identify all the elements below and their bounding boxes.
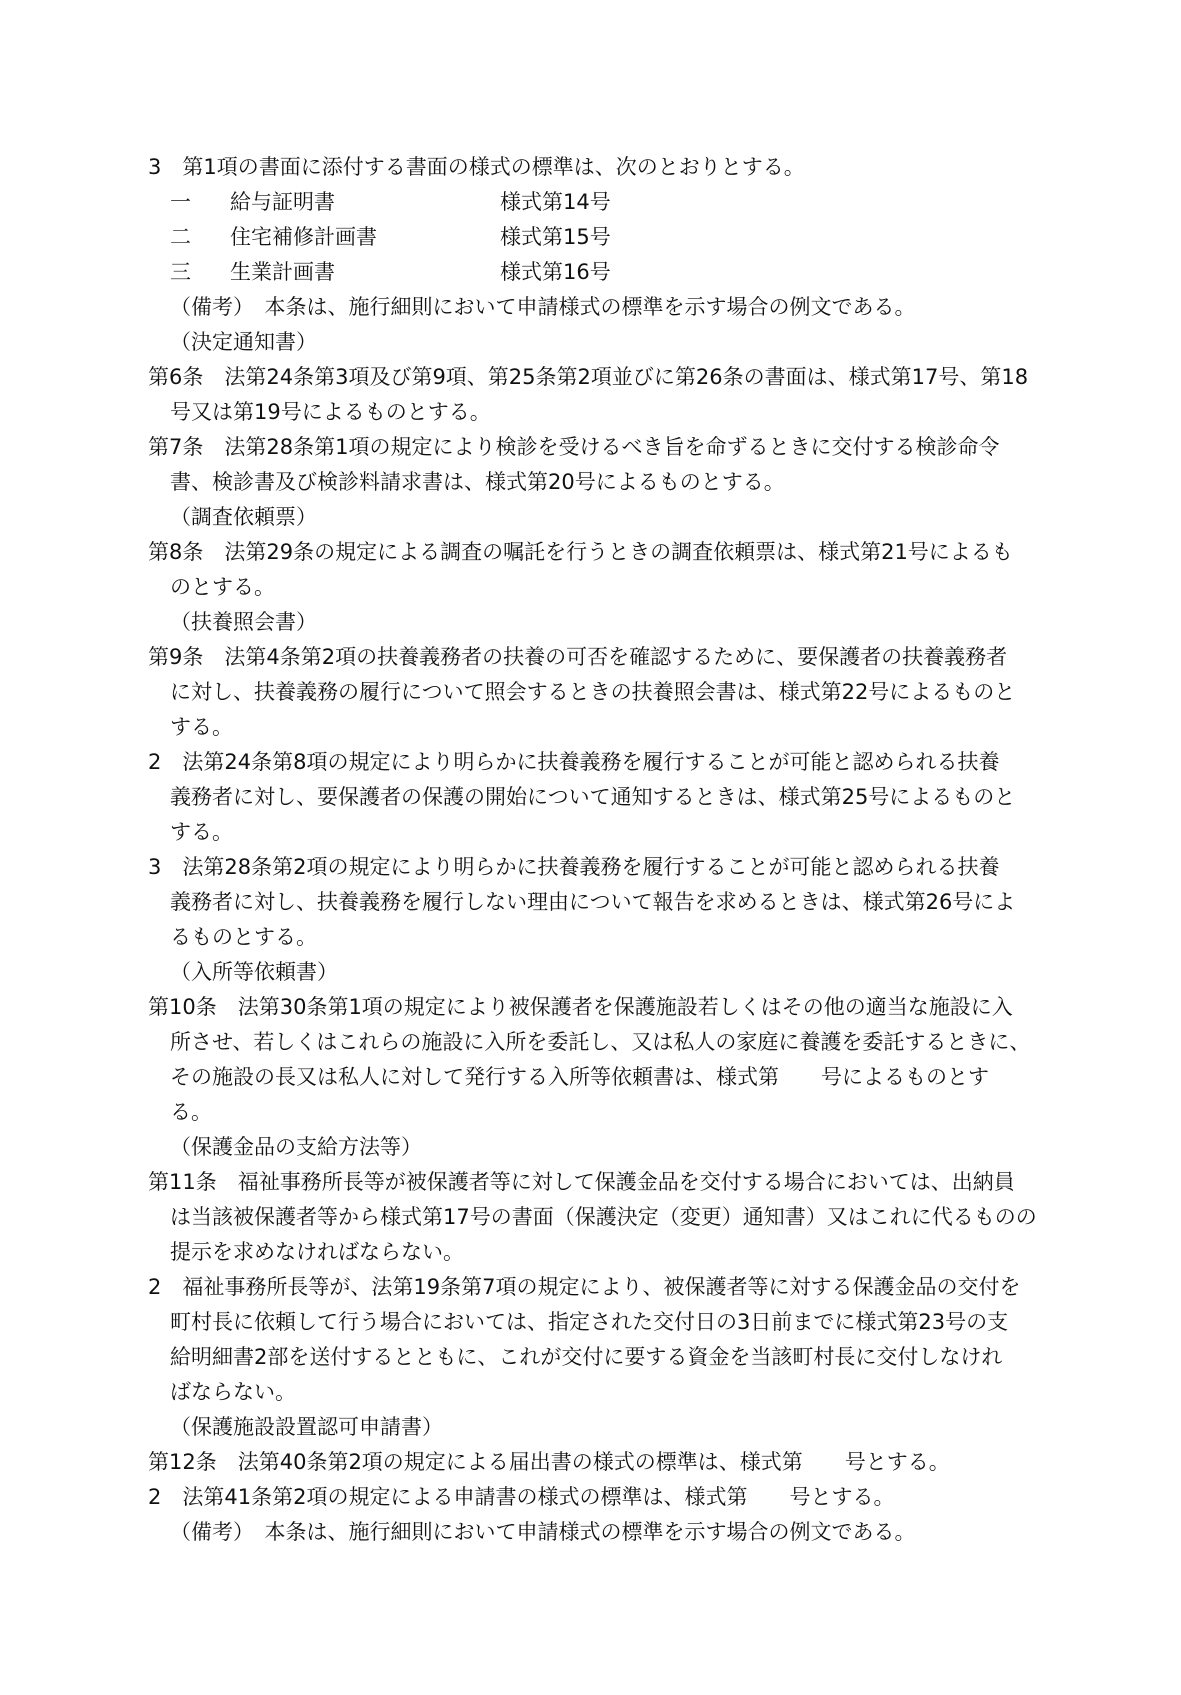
article-11: 第11条 福祉事務所長等が被保護者等に対して保護金品を交付する場合においては、出納員 bbox=[148, 1170, 1015, 1194]
article-9-para-2: 2 法第24条第8項の規定により明らかに扶養義務を履行することが可能と認められる扶養 bbox=[148, 750, 1000, 774]
article-12: 第12条 法第40条第2項の規定による届出書の様式の標準は、様式第 号とする。 bbox=[148, 1450, 950, 1474]
item-form: 様式第14号 bbox=[500, 190, 611, 214]
list-item bbox=[170, 185, 1181, 220]
article-7-cont: 書、検診書及び検診料請求書は、様式第20号によるものとする。 bbox=[170, 470, 785, 494]
article-9-para-3: 3 法第28条第2項の規定により明らかに扶養義務を履行することが可能と認められる扶養 bbox=[148, 855, 1000, 879]
article-6-cont: 号又は第19号によるものとする。 bbox=[170, 400, 491, 424]
item-name: 給与証明書 bbox=[230, 190, 335, 214]
article-10-cont: その施設の長又は私人に対して発行する入所等依頼書は、様式第 号によるものとす bbox=[170, 1065, 989, 1089]
list-item bbox=[170, 220, 1181, 255]
paragraph-3-attachments: 3 第1項の書面に添付する書面の様式の標準は、次のとおりとする。 bbox=[148, 155, 805, 179]
article-11-cont: は当該被保護者等から様式第17号の書面（保護決定（変更）通知書）又はこれに代るものの bbox=[170, 1205, 1037, 1229]
article-11-para-2-cont: 給明細書2部を送付するとともに、これが交付に要する資金を当該町村長に交付しなけれ bbox=[170, 1345, 1003, 1369]
article-9-para-3-cont: るものとする。 bbox=[170, 925, 317, 949]
item-name: 生業計画書 bbox=[230, 260, 335, 284]
article-9: 第9条 法第4条第2項の扶養義務者の扶養の可否を確認するために、要保護者の扶養義務者 bbox=[148, 645, 1008, 669]
article-9-cont: する。 bbox=[170, 715, 233, 739]
article-11-para-2: 2 福祉事務所長等が、法第19条第7項の規定により、被保護者等に対する保護金品の交付を bbox=[148, 1275, 1021, 1299]
article-11-para-2-cont: 町村長に依頼して行う場合においては、指定された交付日の3日前までに様式第23号の支 bbox=[170, 1310, 1009, 1334]
item-form: 様式第16号 bbox=[500, 260, 611, 284]
article-11-cont: 提示を求めなければならない。 bbox=[170, 1240, 464, 1264]
article-10-cont: る。 bbox=[170, 1100, 212, 1124]
item-name: 住宅補修計画書 bbox=[230, 225, 377, 249]
article-8-cont: のとする。 bbox=[170, 575, 275, 599]
article-12-para-2: 2 法第41条第2項の規定による申請書の様式の標準は、様式第 号とする。 bbox=[148, 1485, 895, 1509]
article-7: 第7条 法第28条第1項の規定により検診を受けるべき旨を命ずるときに交付する検診命令 bbox=[148, 435, 1000, 459]
article-6: 第6条 法第24条第3項及び第9項、第25条第2項並びに第26条の書面は、様式第17号、第18 bbox=[148, 365, 1029, 389]
section-heading: （入所等依頼書） bbox=[170, 960, 338, 984]
section-heading: （調査依頼票） bbox=[170, 505, 317, 529]
item-number: 一 bbox=[170, 190, 191, 214]
section-heading: （保護金品の支給方法等） bbox=[170, 1135, 422, 1159]
article-10: 第10条 法第30条第1項の規定により被保護者を保護施設若しくはその他の適当な施設に入 bbox=[148, 995, 1013, 1019]
article-10-cont: 所させ、若しくはこれらの施設に入所を委託し、又は私人の家庭に養護を委託するときに、 bbox=[170, 1030, 1031, 1054]
list-item bbox=[170, 255, 1181, 290]
article-11-para-2-cont: ばならない。 bbox=[170, 1380, 296, 1404]
item-number: 三 bbox=[170, 260, 191, 284]
remark-note: （備考） 本条は、施行細則において申請様式の標準を示す場合の例文である。 bbox=[170, 1520, 916, 1544]
section-heading: （扶養照会書） bbox=[170, 610, 317, 634]
item-number: 二 bbox=[170, 225, 191, 249]
item-form: 様式第15号 bbox=[500, 225, 611, 249]
section-heading: （保護施設設置認可申請書） bbox=[170, 1415, 443, 1439]
article-9-para-2-cont: 義務者に対し、要保護者の保護の開始について通知するときは、様式第25号によるものと bbox=[170, 785, 1016, 809]
article-8: 第8条 法第29条の規定による調査の嘱託を行うときの調査依頼票は、様式第21号によるも bbox=[148, 540, 1013, 564]
section-heading: （決定通知書） bbox=[170, 330, 317, 354]
article-9-para-3-cont: 義務者に対し、扶養義務を履行しない理由について報告を求めるときは、様式第26号によ bbox=[170, 890, 1016, 914]
article-9-para-2-cont: する。 bbox=[170, 820, 233, 844]
article-9-cont: に対し、扶養義務の履行について照会するときの扶養照会書は、様式第22号によるものと bbox=[170, 680, 1016, 704]
remark-note: （備考） 本条は、施行細則において申請様式の標準を示す場合の例文である。 bbox=[170, 295, 916, 319]
